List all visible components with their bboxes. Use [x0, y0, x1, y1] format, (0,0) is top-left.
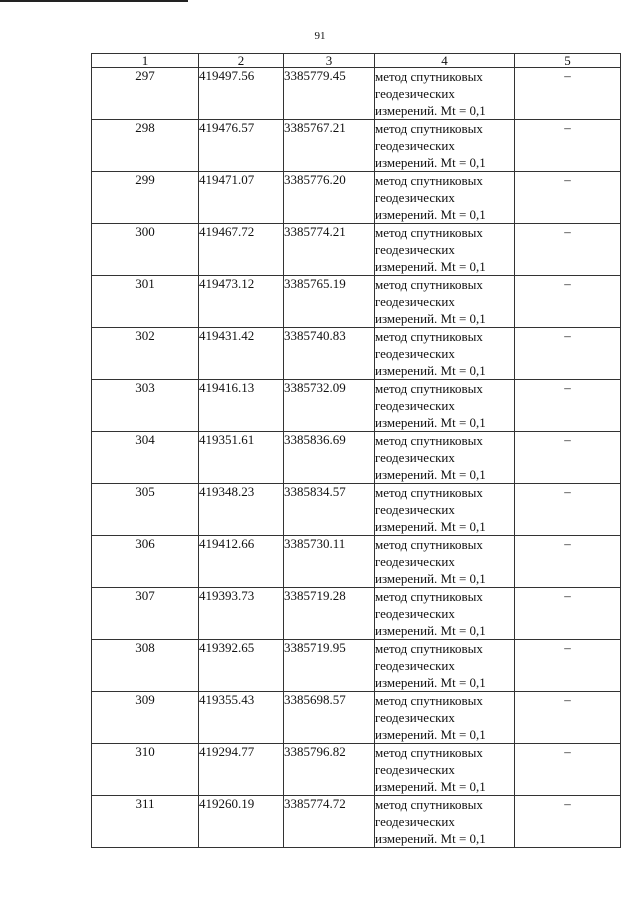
point-number-cell: 301 — [92, 276, 199, 328]
point-number-cell: 303 — [92, 380, 199, 432]
y-coordinate-cell: 3385796.82 — [284, 744, 375, 796]
point-number-cell: 298 — [92, 120, 199, 172]
y-coordinate-cell: 3385774.72 — [284, 796, 375, 848]
y-coordinate-cell: 3385834.57 — [284, 484, 375, 536]
table-row — [92, 536, 621, 588]
note-cell: – — [515, 484, 621, 536]
note-cell: – — [515, 588, 621, 640]
point-number-cell: 299 — [92, 172, 199, 224]
coordinates-table — [91, 53, 621, 848]
note-cell: – — [515, 224, 621, 276]
note-cell: – — [515, 796, 621, 848]
note-cell: – — [515, 380, 621, 432]
method-cell: метод спутниковых геодезических измерений. Mt = 0,1 — [375, 380, 515, 432]
x-coordinate-cell: 419260.19 — [199, 796, 284, 848]
x-coordinate-cell: 419392.65 — [199, 640, 284, 692]
method-cell: метод спутниковых геодезических измерений. Mt = 0,1 — [375, 796, 515, 848]
point-number-cell: 308 — [92, 640, 199, 692]
table-row — [92, 120, 621, 172]
header-col-1: 1 — [92, 54, 199, 68]
table-row — [92, 692, 621, 744]
header-col-5: 5 — [515, 54, 621, 68]
y-coordinate-cell: 3385740.83 — [284, 328, 375, 380]
point-number-cell: 311 — [92, 796, 199, 848]
table-row — [92, 328, 621, 380]
point-number-cell: 297 — [92, 68, 199, 120]
method-cell: метод спутниковых геодезических измерений. Mt = 0,1 — [375, 276, 515, 328]
note-cell: – — [515, 172, 621, 224]
table-row — [92, 796, 621, 848]
point-number-cell: 309 — [92, 692, 199, 744]
y-coordinate-cell: 3385774.21 — [284, 224, 375, 276]
note-cell: – — [515, 536, 621, 588]
table-row — [92, 432, 621, 484]
method-cell: метод спутниковых геодезических измерений. Mt = 0,1 — [375, 328, 515, 380]
x-coordinate-cell: 419497.56 — [199, 68, 284, 120]
note-cell: – — [515, 640, 621, 692]
table-row — [92, 172, 621, 224]
header-col-4: 4 — [375, 54, 515, 68]
point-number-cell: 305 — [92, 484, 199, 536]
table-row — [92, 380, 621, 432]
method-cell: метод спутниковых геодезических измерений. Mt = 0,1 — [375, 68, 515, 120]
x-coordinate-cell: 419467.72 — [199, 224, 284, 276]
note-cell: – — [515, 68, 621, 120]
point-number-cell: 302 — [92, 328, 199, 380]
header-col-2: 2 — [199, 54, 284, 68]
x-coordinate-cell: 419473.12 — [199, 276, 284, 328]
point-number-cell: 300 — [92, 224, 199, 276]
method-cell: метод спутниковых геодезических измерений. Mt = 0,1 — [375, 536, 515, 588]
top-rule — [0, 0, 188, 2]
method-cell: метод спутниковых геодезических измерений. Mt = 0,1 — [375, 120, 515, 172]
page-number: 91 — [314, 30, 326, 42]
method-cell: метод спутниковых геодезических измерений. Mt = 0,1 — [375, 484, 515, 536]
x-coordinate-cell: 419476.57 — [199, 120, 284, 172]
x-coordinate-cell: 419351.61 — [199, 432, 284, 484]
method-cell: метод спутниковых геодезических измерений. Mt = 0,1 — [375, 744, 515, 796]
table-row — [92, 588, 621, 640]
table-row — [92, 224, 621, 276]
x-coordinate-cell: 419294.77 — [199, 744, 284, 796]
header-row — [92, 54, 621, 68]
x-coordinate-cell: 419431.42 — [199, 328, 284, 380]
method-cell: метод спутниковых геодезических измерений. Mt = 0,1 — [375, 640, 515, 692]
method-cell: метод спутниковых геодезических измерений. Mt = 0,1 — [375, 432, 515, 484]
method-cell: метод спутниковых геодезических измерений. Mt = 0,1 — [375, 172, 515, 224]
y-coordinate-cell: 3385698.57 — [284, 692, 375, 744]
y-coordinate-cell: 3385779.45 — [284, 68, 375, 120]
table-row — [92, 276, 621, 328]
point-number-cell: 307 — [92, 588, 199, 640]
note-cell: – — [515, 692, 621, 744]
table-row — [92, 744, 621, 796]
y-coordinate-cell: 3385730.11 — [284, 536, 375, 588]
y-coordinate-cell: 3385836.69 — [284, 432, 375, 484]
y-coordinate-cell: 3385732.09 — [284, 380, 375, 432]
table-header — [92, 54, 621, 68]
table-row — [92, 68, 621, 120]
note-cell: – — [515, 276, 621, 328]
note-cell: – — [515, 744, 621, 796]
note-cell: – — [515, 120, 621, 172]
point-number-cell: 310 — [92, 744, 199, 796]
header-col-3: 3 — [284, 54, 375, 68]
x-coordinate-cell: 419348.23 — [199, 484, 284, 536]
table-row — [92, 640, 621, 692]
point-number-cell: 306 — [92, 536, 199, 588]
note-cell: – — [515, 432, 621, 484]
method-cell: метод спутниковых геодезических измерений. Mt = 0,1 — [375, 692, 515, 744]
note-cell: – — [515, 328, 621, 380]
method-cell: метод спутниковых геодезических измерений. Mt = 0,1 — [375, 588, 515, 640]
x-coordinate-cell: 419416.13 — [199, 380, 284, 432]
x-coordinate-cell: 419412.66 — [199, 536, 284, 588]
x-coordinate-cell: 419393.73 — [199, 588, 284, 640]
method-cell: метод спутниковых геодезических измерений. Mt = 0,1 — [375, 224, 515, 276]
y-coordinate-cell: 3385765.19 — [284, 276, 375, 328]
x-coordinate-cell: 419471.07 — [199, 172, 284, 224]
point-number-cell: 304 — [92, 432, 199, 484]
y-coordinate-cell: 3385776.20 — [284, 172, 375, 224]
x-coordinate-cell: 419355.43 — [199, 692, 284, 744]
y-coordinate-cell: 3385719.28 — [284, 588, 375, 640]
table-row — [92, 484, 621, 536]
table-body — [92, 68, 621, 848]
y-coordinate-cell: 3385767.21 — [284, 120, 375, 172]
y-coordinate-cell: 3385719.95 — [284, 640, 375, 692]
